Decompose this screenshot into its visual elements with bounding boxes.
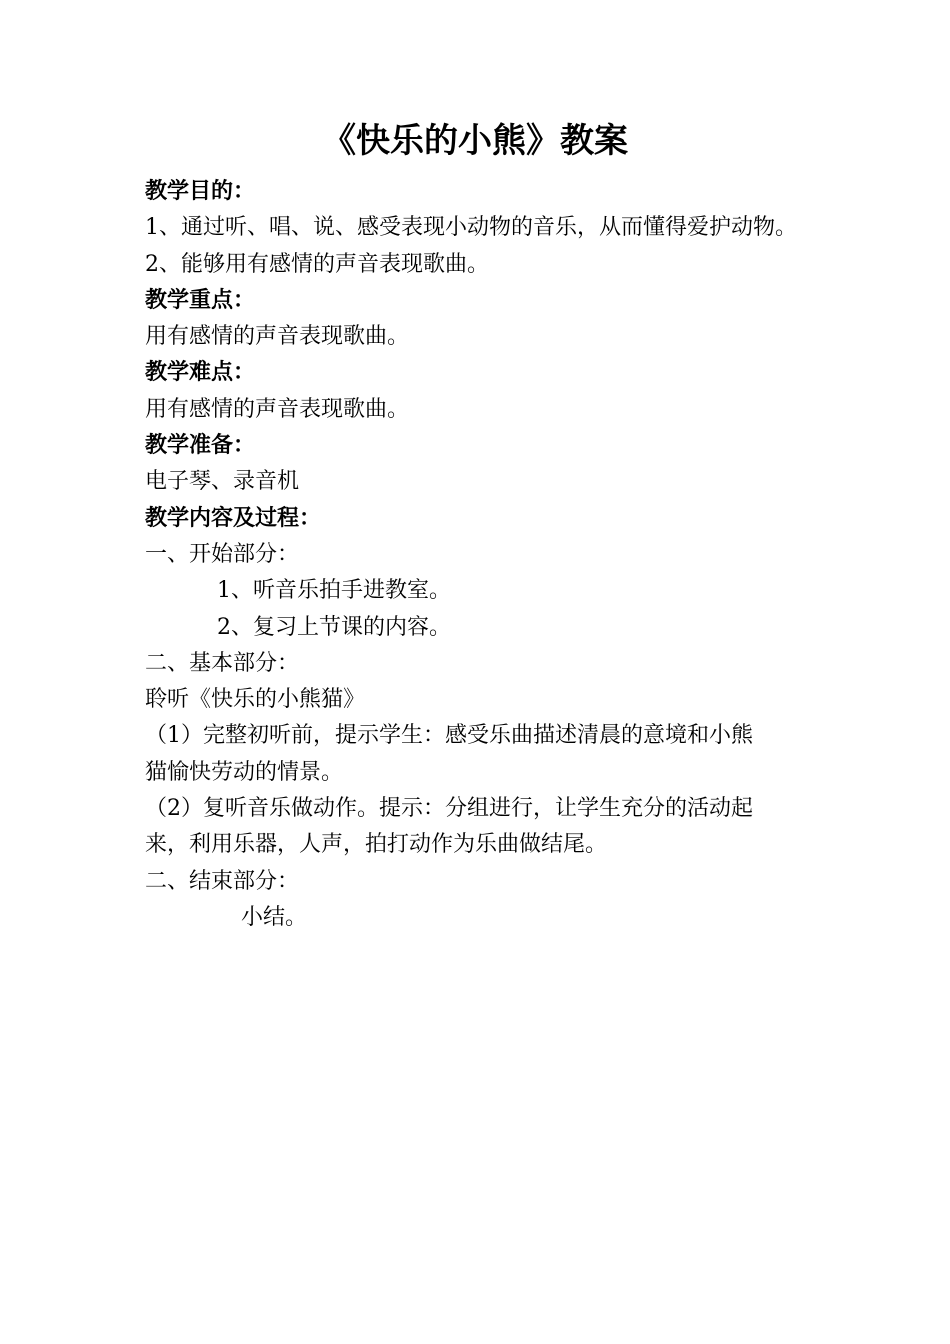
difficulty-heading: 教学难点： [145,360,256,386]
part2-paragraph-1-line-1: （1）完整初听前，提示学生：感受乐曲描述清晨的意境和小熊 [145,723,753,749]
part2-paragraph-2-line-1: （2）复听音乐做动作。提示：分组进行，让学生充分的活动起 [145,796,753,822]
document-title: 《快乐的小熊》教案 [322,121,628,161]
process-heading: 教学内容及过程： [145,505,322,531]
part3-item: 小结。 [241,904,308,930]
difficulty-text: 用有感情的声音表现歌曲。 [145,396,410,422]
part1-item-2: 2、复习上节课的内容。 [217,614,451,640]
part3-heading: 二、结束部分： [145,868,300,894]
part2-heading: 二、基本部分： [145,650,300,676]
part1-item-1: 1、听音乐拍手进教室。 [217,578,451,604]
goal-heading: 教学目的： [145,179,256,204]
document-body [145,174,810,936]
part1-heading: 一、开始部分： [145,541,300,567]
goal-item-1: 1、通过听、唱、说、感受表现小动物的音乐，从而懂得爱护动物。 [145,215,797,241]
goal-item-2: 2、能够用有感情的声音表现歌曲。 [145,251,489,277]
preparation-text: 电子琴、录音机 [145,469,300,495]
key-point-heading: 教学重点： [145,287,256,313]
preparation-heading: 教学准备： [145,433,256,459]
part2-paragraph-1-line-2: 猫愉快劳动的情景。 [145,759,344,785]
key-point-text: 用有感情的声音表现歌曲。 [145,324,410,350]
part2-listen: 聆听《快乐的小熊猫》 [145,687,366,713]
part2-paragraph-2-line-2: 来，利用乐器，人声，拍打动作为乐曲做结尾。 [145,832,608,858]
